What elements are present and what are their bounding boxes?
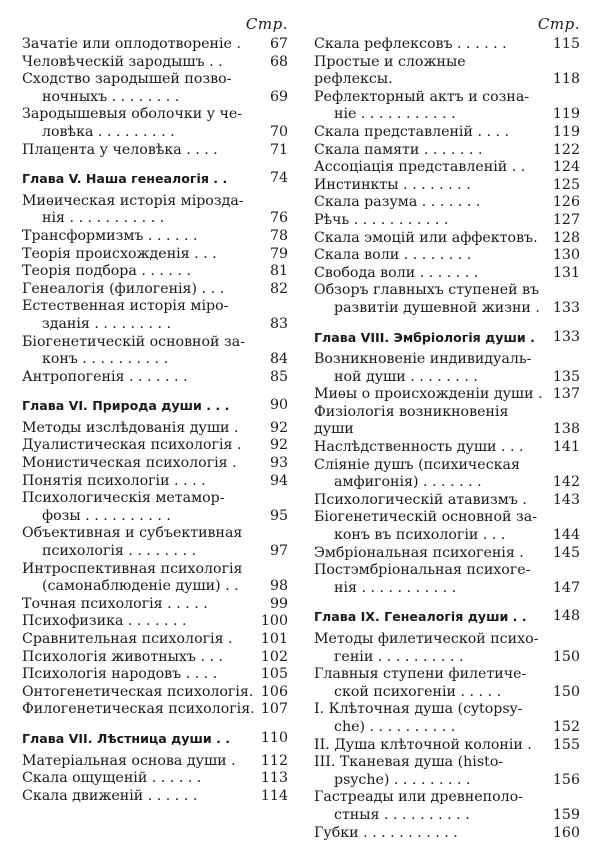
toc-entry-title (22, 490, 256, 525)
toc-entry (314, 230, 580, 248)
toc-page-number: 142 (552, 474, 580, 491)
toc-entry (314, 404, 580, 439)
toc-entry-title (314, 386, 548, 404)
toc-entry-title (314, 492, 548, 510)
toc-entry-title-line: Зародышевыя оболочки у че- (22, 106, 243, 123)
toc-entry-title (314, 142, 548, 160)
toc-entry-title-line: Простые и сложные рефлексы. (314, 53, 466, 88)
toc-entry (314, 159, 580, 177)
toc-entry (314, 351, 580, 386)
toc-entry (314, 247, 580, 265)
toc-entry-title (314, 282, 548, 317)
toc-entry-title (314, 737, 548, 755)
toc-entry-title-line: Скала рефлексовъ . . . . . . (314, 36, 507, 52)
toc-entry-title-line: нiе . . . . . . . . . . . (334, 106, 456, 123)
toc-entry (22, 54, 288, 72)
toc-entry-title (22, 684, 256, 702)
toc-page-number: 107 (260, 701, 288, 718)
toc-entry (22, 71, 288, 106)
toc-entry-title-line: нiя . . . . . . . . . . . (42, 210, 165, 227)
toc-entry-title (22, 561, 256, 596)
toc-entry (314, 562, 580, 597)
toc-page-number: 122 (552, 141, 580, 158)
toc-entry-title (314, 666, 548, 701)
toc-entry-title (22, 701, 256, 719)
toc-entry-title (314, 701, 548, 736)
toc-page-number: 76 (269, 210, 288, 227)
toc-entry-title (314, 194, 548, 212)
toc-page-number: 150 (552, 683, 580, 700)
toc-entry-title (22, 666, 256, 684)
toc-page-number: 125 (552, 176, 580, 193)
toc-page-number: 71 (269, 141, 288, 158)
toc-entry-title-line: Скала памяти . . . . . . . (314, 141, 483, 158)
toc-entry-title-line: Гастреады или древнеполо- (314, 789, 523, 806)
toc-entry-title (314, 631, 548, 666)
toc-entry (22, 753, 288, 771)
toc-entry-title-line: III. Тканевая душа (histo- (314, 754, 504, 771)
toc-page-number: 97 (269, 543, 288, 560)
toc-entry-title-line: Объективная и субъективная (22, 525, 243, 542)
toc-entry-title (22, 263, 256, 281)
toc-page-number: 133 (552, 328, 580, 345)
toc-chapter-heading (22, 170, 288, 188)
toc-entry-title-line: ловѣка . . . . . . . . . (42, 123, 175, 140)
toc-page-number: 115 (552, 36, 580, 52)
toc-entry-title-line: Скала эмоцiй или аффектовъ. (314, 229, 538, 246)
toc-page-number: 130 (552, 247, 580, 264)
toc-entry-title (314, 177, 548, 195)
toc-entry-title (314, 545, 548, 563)
toc-entry-title-line: Сходство зародышей позво- (22, 71, 232, 88)
toc-entry (314, 509, 580, 544)
toc-page-number: 150 (552, 648, 580, 665)
toc-entry-title-line: Миѳы о происхожденiи души . (314, 386, 543, 403)
toc-entry (22, 369, 288, 387)
toc-entry-title-line: Скала движенiй . . . . . . (22, 787, 198, 804)
toc-page-number: 156 (552, 771, 580, 788)
toc-chapter-heading (314, 329, 580, 347)
toc-entry (22, 666, 288, 684)
toc-entry-title-line: I. Клѣточная душа (cytopsy- (314, 701, 523, 718)
toc-page-number: 148 (552, 608, 580, 625)
toc-page-number: 94 (269, 472, 288, 489)
toc-entry-title (22, 596, 256, 614)
toc-entry-title-line: конъ . . . . . . . . . . (42, 351, 169, 368)
toc-entry (22, 106, 288, 141)
toc-chapter-heading (22, 397, 288, 415)
toc-entry (314, 457, 580, 492)
toc-entry (22, 701, 288, 719)
toc-entry-title (22, 770, 256, 788)
toc-page-number: 144 (552, 527, 580, 544)
toc-entry-title (22, 71, 256, 106)
toc-entry-title (22, 397, 256, 415)
toc-entry-title-line: Сравнительная психологiя . (22, 631, 233, 647)
toc-page-number: 143 (552, 491, 580, 508)
toc-entry-title-line: Скала разума . . . . . . . (314, 194, 481, 211)
toc-entry (22, 298, 288, 333)
toc-entry-title-line: Психологiя народовъ . . . . (22, 666, 218, 683)
toc-page-number: 112 (260, 752, 288, 769)
toc-entry-title-line: Естественная исторiя мiро- (22, 298, 229, 315)
toc-entry (314, 545, 580, 563)
toc-page-number: 135 (552, 368, 580, 385)
toc-entry (22, 455, 288, 473)
toc-entry (314, 754, 580, 789)
toc-entry (22, 228, 288, 246)
toc-column-left (22, 14, 288, 805)
toc-entry-title (314, 439, 548, 457)
toc-entry-title (314, 124, 548, 142)
toc-entry-title-line: Глава V. Наша генеалогiя . . (22, 171, 228, 187)
toc-entry-title-line: Психологическiй атавизмъ . (314, 491, 527, 508)
toc-entry (314, 142, 580, 160)
toc-page-number: 67 (269, 36, 288, 52)
toc-entry-title-line: Возникновенiе индивидуаль- (314, 351, 532, 368)
toc-entry (22, 631, 288, 649)
toc-entry (314, 631, 580, 666)
toc-entry (314, 386, 580, 404)
toc-entry-title (22, 246, 256, 264)
toc-page-number: 70 (269, 123, 288, 140)
toc-entry (314, 89, 580, 124)
toc-page-number: 79 (269, 245, 288, 262)
toc-entry (22, 525, 288, 560)
toc-entry-title-line: зданiя . . . . . . . . . (42, 315, 172, 332)
toc-page-number: 84 (269, 351, 288, 368)
toc-entry-title-line: Онтогенетическая психологiя. (22, 683, 254, 700)
toc-entry (22, 36, 288, 54)
toc-entry-title-line: Антропогенiя . . . . . . . (22, 368, 188, 385)
toc-entry-title-line: Человѣческiй зародышъ . . (22, 53, 223, 70)
toc-entry-title-line: Глава VII. Лѣстница души . . (22, 730, 231, 746)
toc-entry-title (22, 36, 256, 54)
toc-page-number: 83 (269, 315, 288, 332)
toc-entry-title-line: конъ въ психологiи . . . (334, 527, 506, 544)
toc-entry-title (22, 298, 256, 333)
toc-entry-title-line: Глава IX. Генеалогiя души . . (314, 609, 527, 625)
toc-entry-title-line: Свобода воли . . . . . . . (314, 264, 479, 281)
toc-page-number: 78 (269, 227, 288, 244)
toc-entry (22, 437, 288, 455)
toc-entry (314, 212, 580, 230)
toc-entry-title (22, 649, 256, 667)
toc-entry-title-line: стныя . . . . . . . . . . (334, 806, 470, 823)
toc-entry-title-line: Миѳическая исторiя мiрозда- (22, 192, 244, 209)
toc-entry-title (314, 457, 548, 492)
toc-entry-title-line: Методы изслѣдованiя души . (22, 419, 239, 436)
toc-entry-title (314, 212, 548, 230)
toc-entry-title-line: II. Душа клѣточной колонiи . (314, 736, 532, 753)
toc-entry-title (314, 789, 548, 824)
toc-entry-title-line: Бiогенетическiй основной за- (22, 333, 246, 350)
toc-entry (22, 490, 288, 525)
toc-entry-title-line: Интроспективная психологiя (22, 560, 243, 577)
toc-page-number: 92 (269, 419, 288, 436)
toc-entry-title-line: Губки . . . . . . . . . . . (314, 824, 458, 841)
toc-entry-title-line: Слiянiе душъ (психическая (314, 456, 520, 473)
toc-entry-title (22, 142, 256, 160)
toc-entry (22, 281, 288, 299)
toc-page-number: 81 (269, 263, 288, 280)
toc-entry-title-line: Понятiя психологiи . . . . (22, 472, 206, 489)
toc-entry-title-line: Теорiя происхожденiя . . . (22, 245, 217, 262)
toc-entry-title-line: развитiи душевной жизни . (334, 299, 540, 316)
toc-entry (314, 177, 580, 195)
toc-entry-title (22, 420, 256, 438)
toc-entry-title-line: фозы . . . . . . . . . . (42, 507, 171, 524)
toc-page-number: 74 (269, 170, 288, 187)
toc-entry-title-line: Психофизика . . . . . . . (22, 613, 187, 630)
toc-entry-title (314, 36, 548, 54)
toc-entry (314, 54, 580, 89)
toc-entry-title-line: Глава VI. Природа души . . . (22, 398, 230, 414)
toc-page-number: 126 (552, 194, 580, 211)
toc-page-number: 110 (260, 729, 288, 746)
toc-entry-title (314, 89, 548, 124)
toc-entry-title (22, 281, 256, 299)
toc-page-number: 102 (260, 648, 288, 665)
toc-entry (314, 737, 580, 755)
toc-entry (22, 473, 288, 491)
toc-entry (22, 613, 288, 631)
toc-entry-title (22, 473, 256, 491)
toc-entry (314, 666, 580, 701)
toc-entry-title-line: Постэмбрiональная психоге- (314, 562, 531, 579)
toc-entry-title-line: Ассоцiацiя представленiй . . (314, 159, 526, 176)
toc-page-number: 99 (269, 595, 288, 612)
toc-entry-title-line: Филогенетическая психологiя. (22, 701, 255, 718)
toc-page-number: 90 (269, 397, 288, 414)
toc-entry (314, 439, 580, 457)
toc-page-number: 119 (552, 106, 580, 123)
toc-entry (22, 263, 288, 281)
toc-entry (314, 492, 580, 510)
toc-list-left (22, 36, 288, 805)
toc-entry-title-line: Монистическая психологiя . (22, 455, 237, 472)
toc-entry-title-line: Глава VIII. Эмбрiологiя души . (314, 329, 535, 345)
toc-entry-title (22, 753, 256, 771)
toc-entry-title-line: Эмбрiональная психогенiя . (314, 544, 524, 561)
toc-page-number: 93 (269, 455, 288, 472)
toc-entry-title (314, 329, 548, 347)
toc-entry-title (22, 369, 256, 387)
toc-entry (22, 561, 288, 596)
toc-page-number: 155 (552, 736, 580, 753)
toc-entry-title-line: Дуалистическая психологiя . (22, 437, 242, 454)
toc-entry-title (22, 613, 256, 631)
toc-entry-title (22, 730, 256, 748)
toc-page-number: 147 (552, 579, 580, 596)
toc-entry (314, 701, 580, 736)
toc-entry (22, 246, 288, 264)
toc-entry (314, 825, 580, 843)
toc-page-number: 124 (552, 159, 580, 176)
toc-page-number: 138 (552, 421, 580, 438)
toc-page-number: 92 (269, 437, 288, 454)
toc-page-number: 106 (260, 683, 288, 700)
toc-entry-title-line: Скала представленiй . . . . (314, 123, 510, 140)
toc-entry-title (314, 230, 548, 248)
toc-page-number: 114 (260, 787, 288, 804)
toc-entry-title-line: Рѣчь . . . . . . . . . . . (314, 211, 449, 228)
toc-entry-title-line: Инстинкты . . . . . . . . (314, 176, 471, 193)
toc-entry (314, 36, 580, 54)
toc-entry-title (22, 437, 256, 455)
toc-entry-title-line: Психологическiя метамор- (22, 490, 225, 507)
toc-entry (22, 684, 288, 702)
toc-entry-title-line: Скала ощущенiй . . . . . . (22, 770, 202, 787)
toc-entry (22, 193, 288, 228)
toc-entry-title-line: ской психогенiи . . . . . (334, 683, 502, 700)
toc-page-number: 113 (260, 770, 288, 787)
toc-page-number: 98 (269, 578, 288, 595)
toc-entry-title-line: Физiологiя возникновенiя души (314, 403, 509, 438)
toc-entry-title-line: амфигонiя) . . . . . . . (334, 474, 482, 491)
toc-entry-title-line: Зачатiе или оплодотворенiе . (22, 36, 241, 52)
toc-entry-title (22, 170, 256, 188)
toc-entry-title (314, 754, 548, 789)
toc-entry-title-line: Скала воли . . . . . . . . (314, 247, 472, 264)
toc-page-number: 160 (552, 824, 580, 841)
toc-chapter-heading (314, 608, 580, 626)
toc-entry-title-line: Психологiя животныхъ . . . (22, 648, 224, 665)
toc-entry-title (314, 404, 548, 439)
toc-entry (314, 265, 580, 283)
toc-entry-title (22, 106, 256, 141)
toc-entry-title (22, 193, 256, 228)
toc-chapter-heading (22, 730, 288, 748)
toc-entry-title (22, 788, 256, 806)
toc-entry-title-line: psyche) . . . . . . . . . (334, 771, 471, 788)
toc-entry-title (314, 509, 548, 544)
toc-entry-title (22, 525, 256, 560)
toc-entry-title (22, 334, 256, 369)
toc-entry (22, 770, 288, 788)
toc-page-number: 133 (552, 299, 580, 316)
toc-page-number: 68 (269, 53, 288, 70)
toc-entry-title (314, 608, 548, 626)
toc-entry-title-line: Наслѣдственность души . . . (314, 439, 524, 456)
toc-entry-title (314, 351, 548, 386)
toc-page-number: 159 (552, 806, 580, 823)
toc-entry-title-line: Генеалогiя (филогенiя) . . . (22, 280, 225, 297)
toc-entry-title (314, 825, 548, 843)
toc-entry-title-line: Бiогенетическiй основной за- (314, 509, 538, 526)
toc-page-number: 105 (260, 666, 288, 683)
toc-entry (22, 420, 288, 438)
toc-entry (314, 124, 580, 142)
toc-page-number: 100 (260, 613, 288, 630)
toc-entry-title-line: ной души . . . . . . . . (334, 368, 478, 385)
toc-entry (22, 788, 288, 806)
toc-page-number: 95 (269, 507, 288, 524)
toc-page-number: 131 (552, 264, 580, 281)
page-column-label: Стр. (245, 15, 288, 33)
toc-entry-title (314, 562, 548, 597)
toc-page-number: 119 (552, 123, 580, 140)
toc-page-number: 141 (552, 439, 580, 456)
toc-entry-title-line: Обзоръ главныхъ ступеней въ (314, 282, 540, 299)
toc-entry-title-line: нiя . . . . . . . . . . . (334, 579, 457, 596)
toc-entry-title (22, 228, 256, 246)
toc-entry-title-line: Рефлекторный актъ и созна- (314, 88, 530, 105)
toc-entry-title-line: Трансформизмъ . . . . . . (22, 227, 198, 244)
toc-entry (314, 789, 580, 824)
toc-page-number: 101 (260, 631, 288, 647)
toc-entry-title-line: Точная психологiя . . . . . (22, 595, 208, 612)
toc-entry (22, 649, 288, 667)
toc-entry-title-line: ночныхъ . . . . . . . . (42, 88, 180, 105)
toc-page-number: 85 (269, 368, 288, 385)
toc-entry-title-line: Главныя ступени филетиче- (314, 666, 527, 683)
toc-entry (22, 596, 288, 614)
toc-entry-title-line: (самонаблюденiе души) . . (42, 578, 239, 595)
toc-page-number: 152 (552, 718, 580, 735)
toc-entry-title-line: Теорiя подбора . . . . . . (22, 263, 191, 280)
toc-entry-title (314, 247, 548, 265)
toc-entry (314, 282, 580, 317)
toc-entry-title-line: Методы филетической психо- (314, 631, 539, 647)
toc-page-number: 127 (552, 211, 580, 228)
toc-page-number: 69 (269, 88, 288, 105)
toc-entry (314, 194, 580, 212)
toc-entry-title (314, 159, 548, 177)
toc-entry-title (22, 631, 256, 649)
toc-page-number: 82 (269, 280, 288, 297)
toc-list-right (314, 36, 580, 842)
toc-entry-title-line: генiи . . . . . . . . . . (334, 648, 464, 665)
toc-entry-title-line: Плацента у человѣка . . . . (22, 141, 218, 158)
toc-entry-title (314, 54, 548, 89)
toc-entry-title-line: che) . . . . . . . . . . (334, 718, 456, 735)
toc-entry-title (22, 455, 256, 473)
toc-page-number: 128 (552, 229, 580, 246)
toc-entry-title-line: Матерiальная основа души . (22, 752, 236, 769)
toc-entry-title (22, 54, 256, 72)
toc-page-number: 118 (552, 71, 580, 88)
toc-page-number: 137 (552, 386, 580, 403)
toc-column-right (314, 14, 580, 842)
toc-entry (22, 142, 288, 160)
toc-entry-title-line: психологiя . . . . . . . . (42, 543, 197, 560)
toc-entry-title (314, 265, 548, 283)
page-column-label: Стр. (537, 15, 580, 33)
toc-entry (22, 334, 288, 369)
toc-page-number: 145 (552, 544, 580, 561)
